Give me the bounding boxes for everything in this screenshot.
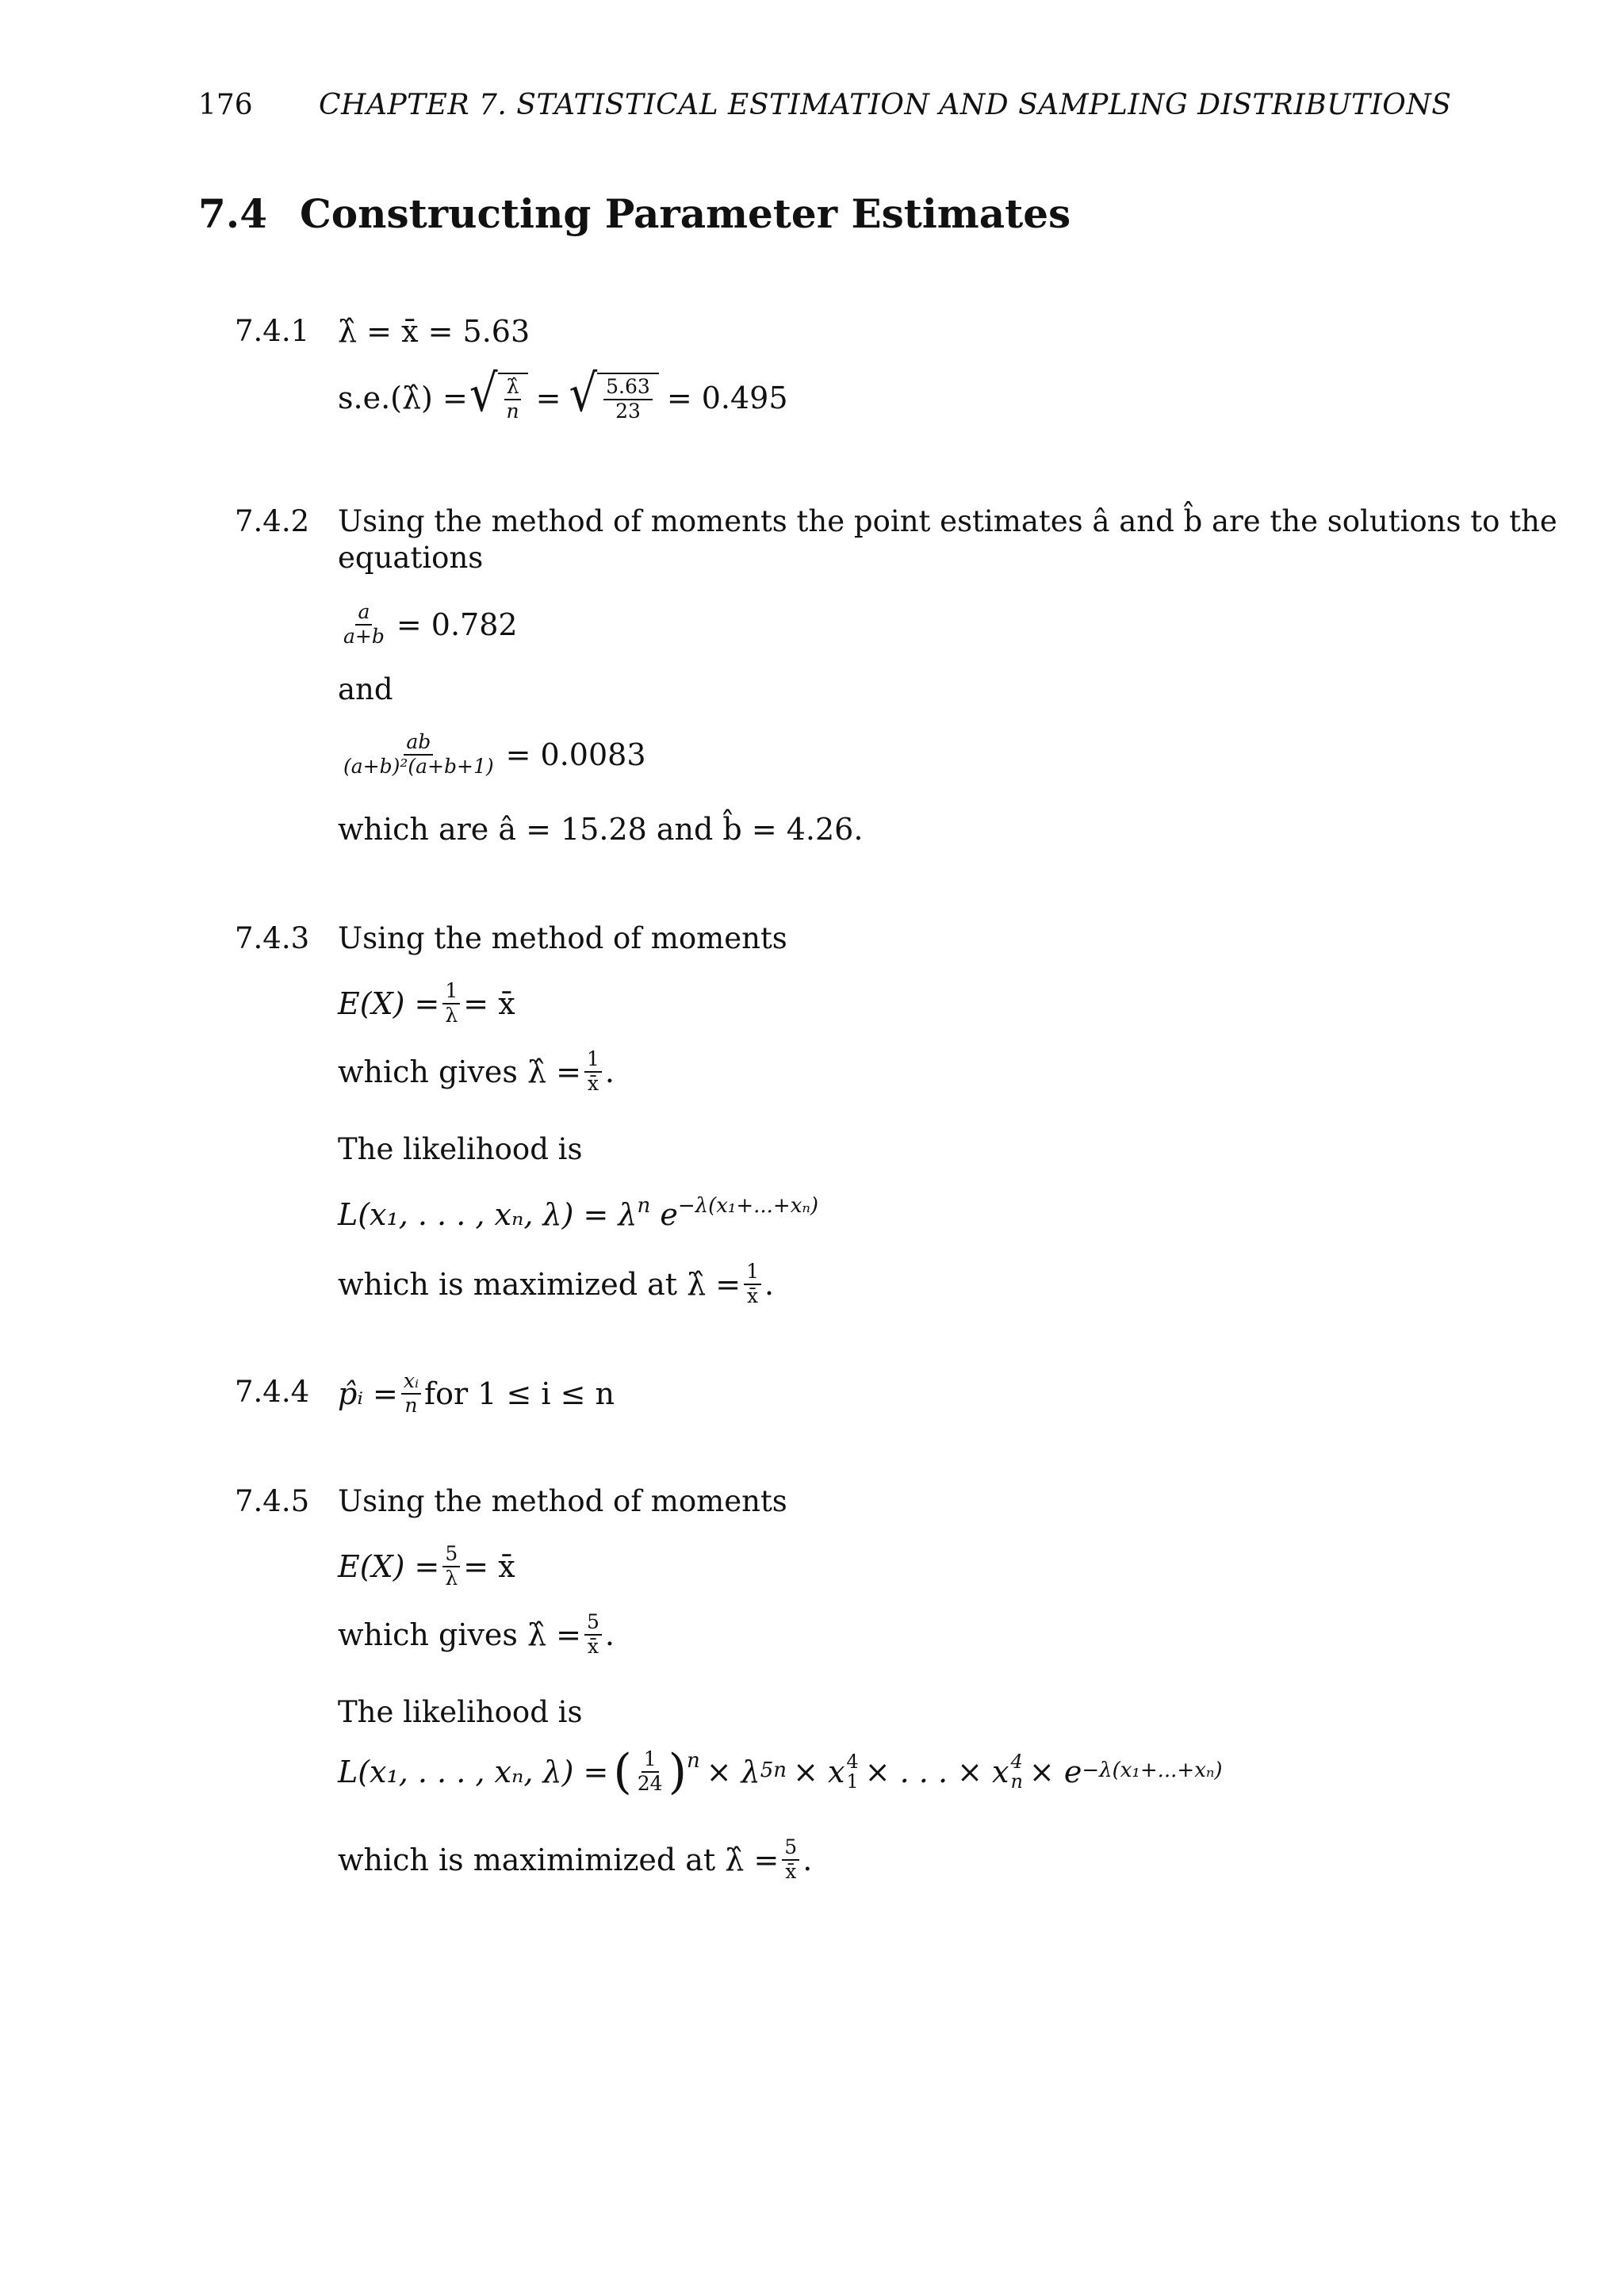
- problem-number: 7.4.3: [235, 921, 310, 955]
- period: .: [604, 1617, 615, 1652]
- frac-numerator: 5: [782, 1836, 799, 1861]
- se-prefix: s.e.(λ̂) =: [338, 380, 468, 415]
- equals-sign: =: [535, 380, 561, 415]
- frac-denominator: a+b: [343, 624, 385, 648]
- intro-text: Using the method of moments: [338, 921, 787, 955]
- frac-numerator: ab: [404, 731, 433, 756]
- sqrt-2: √ $\frac{5.63}{23}$: [569, 373, 658, 423]
- period: .: [802, 1842, 813, 1877]
- frac-denominator: 24: [637, 1772, 663, 1795]
- estimator-line: [338, 1611, 615, 1659]
- expectation-formula: [338, 1543, 515, 1590]
- equation-rhs: = 0.0083: [505, 737, 646, 772]
- frac-numerator: λ̂: [504, 376, 522, 400]
- problem-text: Using the method of moments the point estimates â and b̂ are the solutions to the: [338, 504, 1557, 538]
- likelihood-term: × λ: [706, 1755, 760, 1789]
- estimate-line: λ̂ = x̄ = 5.63: [338, 314, 530, 349]
- superscript: −λ(x₁+...+xₙ): [1082, 1758, 1223, 1782]
- frac-numerator: 5.63: [603, 376, 653, 400]
- frac-numerator: 1: [584, 1048, 602, 1073]
- frac-denominator: (a+b)²(a+b+1): [343, 754, 494, 778]
- superscript: −λ(x₁+...+xₙ): [677, 1194, 819, 1218]
- and-text: and: [338, 672, 393, 706]
- superscript: 5n: [760, 1758, 787, 1782]
- superscript: n: [687, 1749, 700, 1773]
- problem-text: equations: [338, 541, 484, 575]
- expectation-lhs: E(X) =: [338, 985, 440, 1021]
- frac-denominator: n: [404, 1393, 418, 1417]
- expectation-rhs: = x̄: [463, 1548, 515, 1584]
- standard-error-formula: [338, 364, 788, 424]
- superscript: 4: [1010, 1750, 1023, 1773]
- frac-denominator: x̄: [587, 1634, 599, 1658]
- frac-numerator: 1: [442, 980, 460, 1004]
- intro-text: Using the method of moments: [338, 1484, 787, 1518]
- frac-denominator: x̄: [747, 1284, 759, 1307]
- equation-1: [338, 601, 518, 649]
- likelihood-term: × e: [1028, 1755, 1082, 1789]
- likelihood-term: × x: [793, 1755, 845, 1789]
- likelihood-lhs: L(x₁, . . . , xₙ, λ) = λ: [338, 1197, 638, 1232]
- problem-number: 7.4.1: [235, 314, 310, 348]
- expectation-rhs: = x̄: [463, 985, 515, 1021]
- max-prefix: which is maximimized at λ̂ =: [338, 1842, 779, 1877]
- likelihood-formula: L(x₁, . . . , xₙ, λ) = ( $\frac{1}{24}$ ) n × λ 5n × x 4 1 × . . . × x 4 n × e −λ(x₁+...+xₙ): [338, 1744, 1223, 1800]
- page-number: 176: [198, 89, 253, 121]
- expectation-formula: [338, 980, 515, 1027]
- period: .: [604, 1054, 615, 1089]
- frac-numerator: 1: [744, 1261, 761, 1285]
- frac-numerator: 1: [642, 1748, 659, 1773]
- frac-denominator: 23: [615, 399, 641, 423]
- frac-numerator: 5: [584, 1611, 602, 1636]
- problem-number: 7.4.5: [235, 1484, 310, 1518]
- maximizer-line: [338, 1261, 774, 1308]
- equation-rhs: = 0.782: [396, 607, 518, 642]
- maximizer-line: [338, 1836, 812, 1884]
- problem-number: 7.4.2: [235, 504, 310, 538]
- proportion-formula: [338, 1370, 615, 1418]
- subscript: 1: [846, 1770, 859, 1793]
- frac-denominator: λ: [445, 1566, 458, 1590]
- gives-prefix: which gives λ̂ =: [338, 1617, 582, 1652]
- se-result: = 0.495: [666, 380, 788, 415]
- likelihood-lhs: L(x₁, . . . , xₙ, λ) =: [338, 1755, 609, 1789]
- period: .: [764, 1266, 775, 1302]
- sqrt-1: √ $\frac{\lambdâ}{n}$: [469, 373, 528, 423]
- likelihood-intro: The likelihood is: [338, 1695, 583, 1729]
- section-number: 7.4: [198, 190, 267, 237]
- estimator-line: [338, 1048, 615, 1096]
- section-title: Constructing Parameter Estimates: [300, 190, 1071, 237]
- superscript: 4: [846, 1750, 859, 1773]
- frac-denominator: λ: [445, 1003, 458, 1027]
- frac-denominator: x̄: [785, 1859, 797, 1883]
- frac-numerator: a: [355, 601, 372, 626]
- frac-denominator: x̄: [587, 1071, 599, 1095]
- max-prefix: which is maximized at λ̂ =: [338, 1266, 741, 1302]
- conclusion-text: which are â = 15.28 and b̂ = 4.26.: [338, 812, 864, 847]
- equation-2: [338, 731, 646, 779]
- running-title: CHAPTER 7. STATISTICAL ESTIMATION AND SAMPLING DISTRIBUTIONS: [319, 89, 1452, 121]
- problem-number: 7.4.4: [235, 1375, 310, 1409]
- frac-denominator: n: [506, 399, 519, 423]
- likelihood-term: × . . . × x: [864, 1755, 1009, 1789]
- proportion-rhs: for 1 ≤ i ≤ n: [424, 1376, 615, 1411]
- subscript: n: [1010, 1770, 1023, 1793]
- frac-numerator: xᵢ: [401, 1370, 421, 1395]
- sub-sup-stack: [846, 1752, 858, 1792]
- expectation-lhs: E(X) =: [338, 1548, 440, 1584]
- likelihood-intro: The likelihood is: [338, 1132, 583, 1166]
- gives-prefix: which gives λ̂ =: [338, 1054, 582, 1089]
- exp-base: e: [660, 1197, 678, 1232]
- likelihood-formula: [338, 1194, 818, 1232]
- superscript: n: [637, 1194, 651, 1218]
- sub-sup-stack: [1010, 1752, 1022, 1792]
- proportion-lhs: p̂ᵢ =: [338, 1376, 398, 1411]
- frac-numerator: 5: [442, 1543, 460, 1567]
